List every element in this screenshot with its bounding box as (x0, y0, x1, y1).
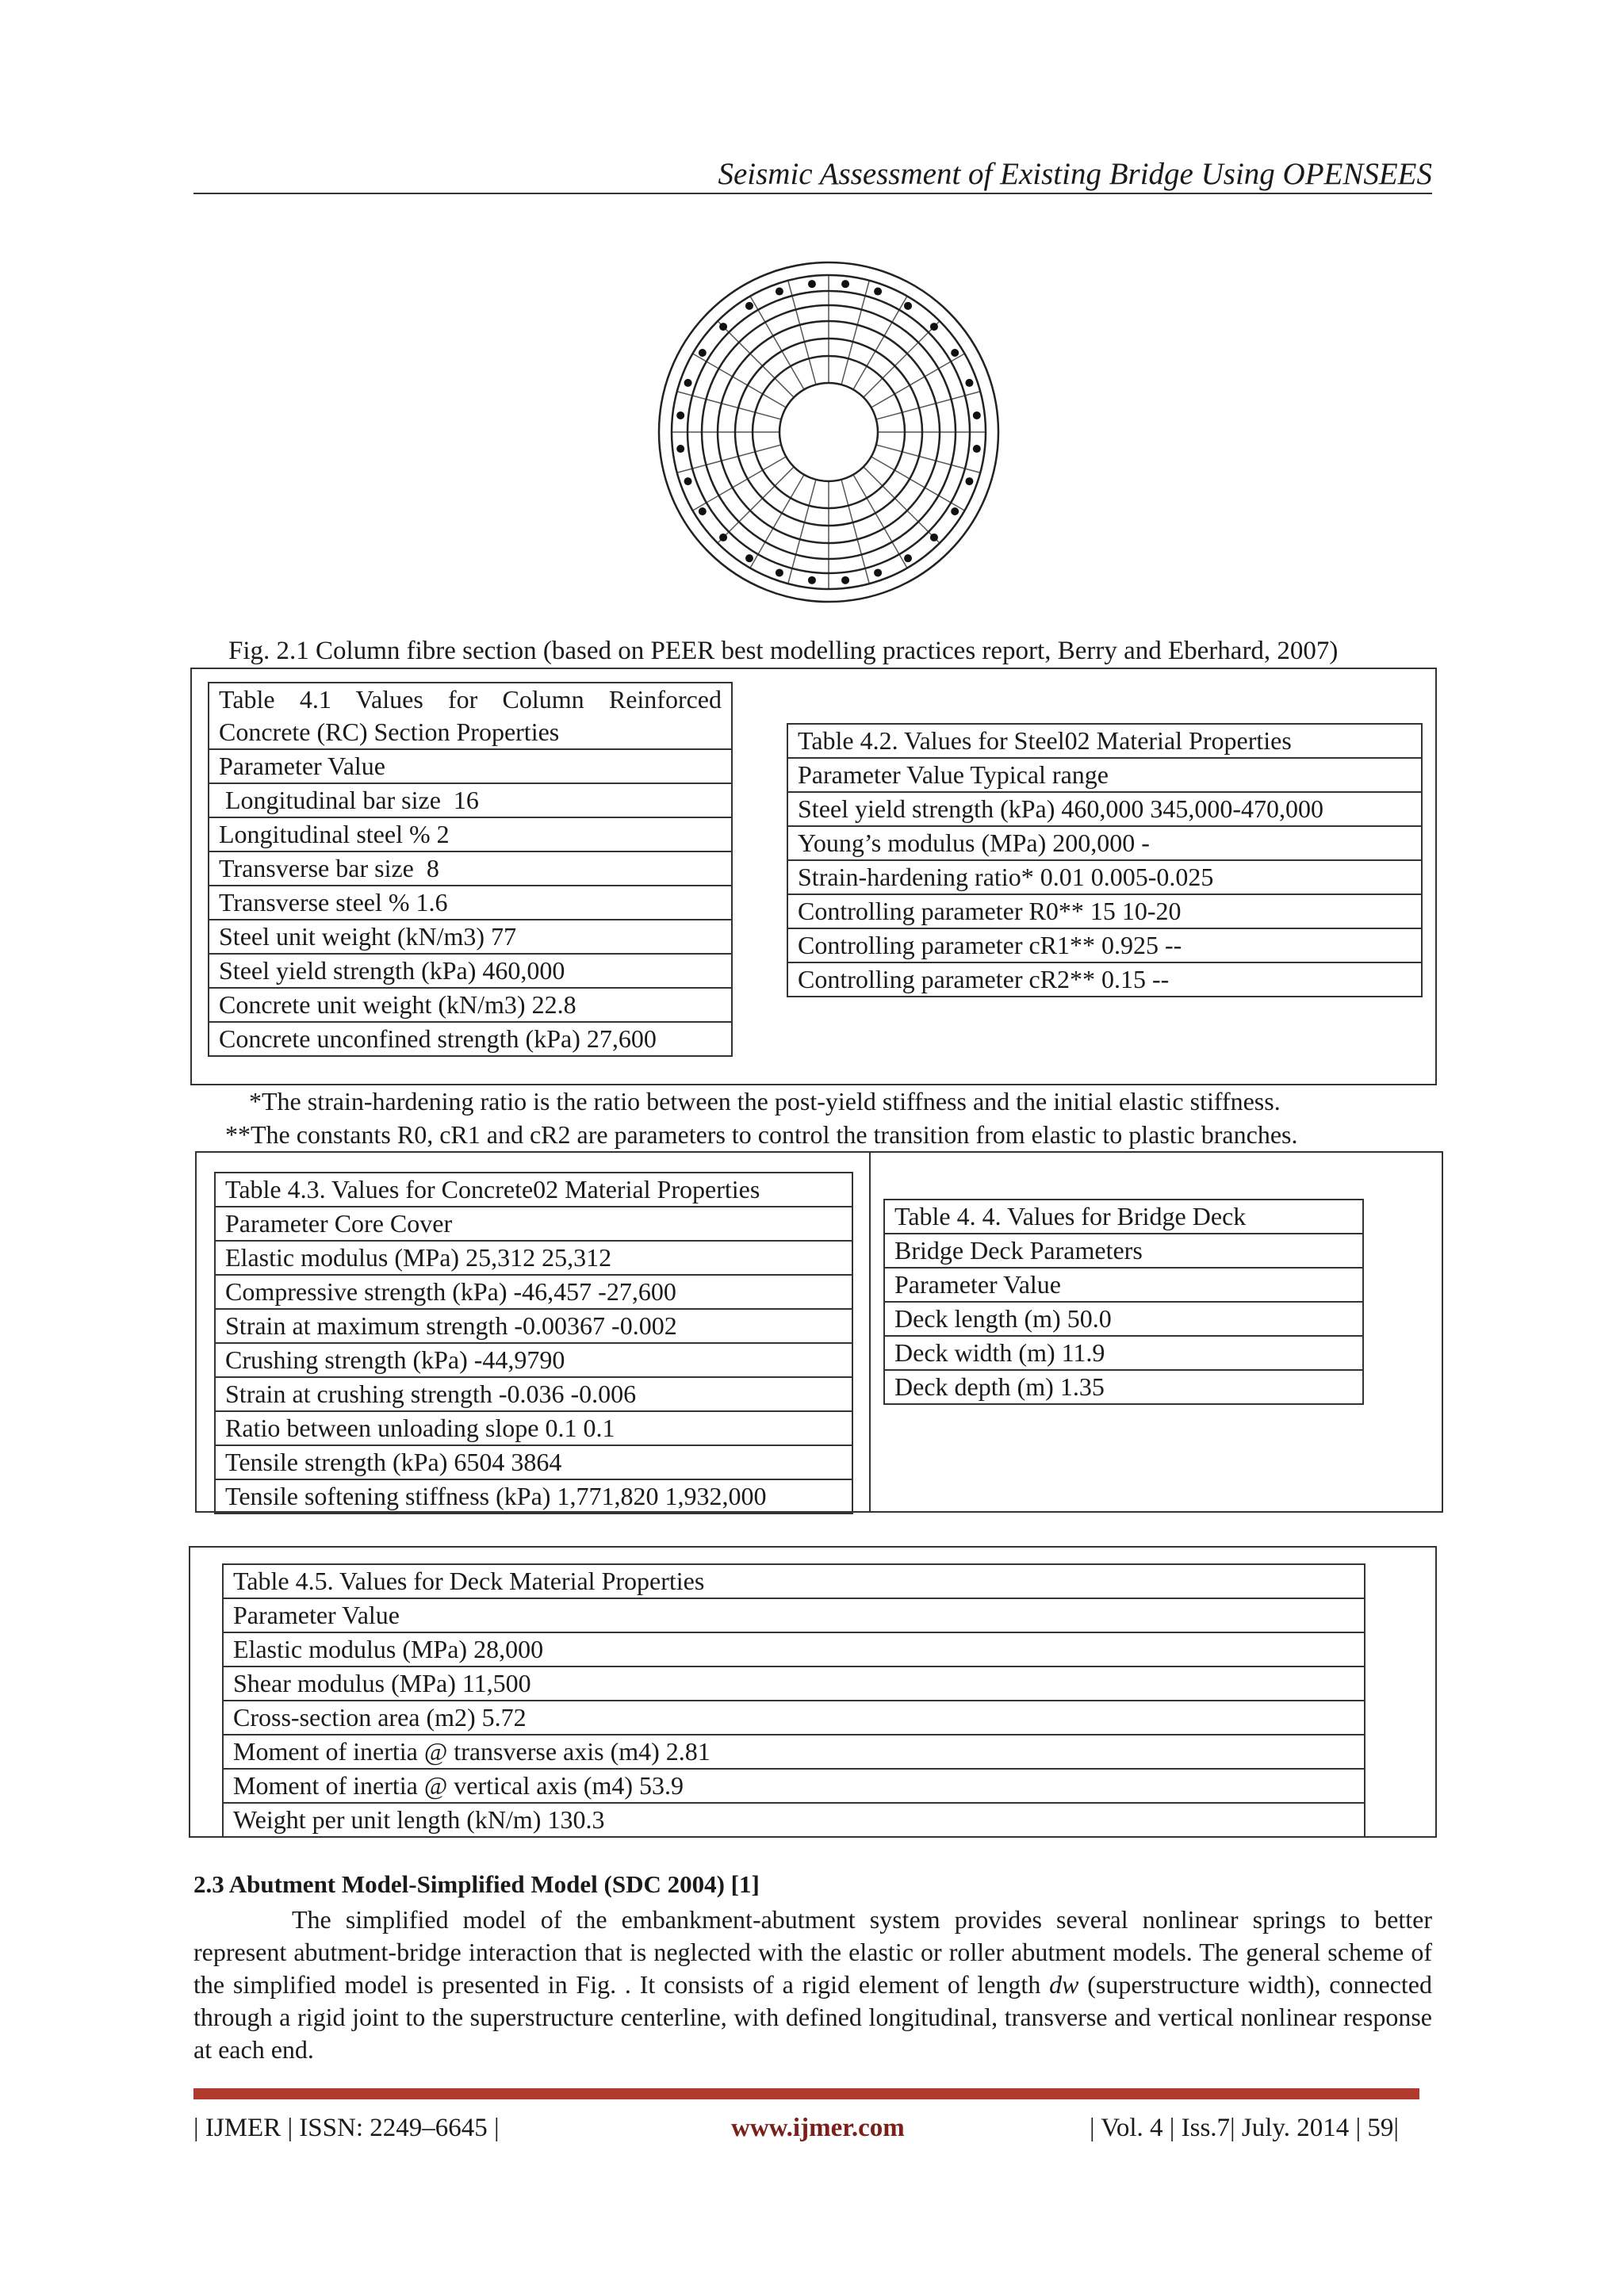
figure-caption: Fig. 2.1 Column fibre section (based on PEER best modelling practices report, Berry and Eberhard, 2007) (228, 637, 1339, 665)
table-row: Parameter Value (884, 1268, 1363, 1302)
table-row: Compressive strength (kPa) -46,457 -27,600 (215, 1275, 852, 1309)
footnote-strain-hardening: *The strain-hardening ratio is the ratio between the post-yield stiffness and the initial elastic stiffness. (249, 1087, 1281, 1115)
table-row: Concrete unit weight (kN/m3) 22.8 (209, 988, 732, 1022)
table-4-1 (208, 682, 733, 1057)
table-row: Weight per unit length (kN/m) 130.3 (223, 1803, 1365, 1837)
table-title-row (223, 1564, 1365, 1598)
rebar-dot (719, 534, 727, 541)
table-row: Parameter Value Typical range (787, 758, 1422, 792)
rebar-dot (684, 379, 692, 387)
footer-rule (193, 2088, 1419, 2099)
table-4-3 (214, 1172, 853, 1514)
table-row: Shear modulus (MPa) 11,500 (223, 1667, 1365, 1701)
table-4-2-title: Table 4.2. Values for Steel02 Material Properties (787, 724, 1422, 758)
section-heading: 2.3 Abutment Model-Simplified Model (SDC 2004) [1] (193, 1870, 760, 1898)
rebar-dot (776, 288, 783, 296)
table-row: Moment of inertia @ transverse axis (m4) 2.81 (223, 1735, 1365, 1769)
table-row: Crushing strength (kPa) -44,9790 (215, 1343, 852, 1377)
table-title-row (884, 1200, 1363, 1234)
rebar-dot (965, 379, 973, 387)
rebar-dot (841, 576, 849, 584)
table-row: Concrete unconfined strength (kPa) 27,600 (209, 1022, 732, 1056)
rebar-dot (676, 411, 684, 419)
rebar-dot (930, 534, 938, 541)
rebar-dot (841, 280, 849, 288)
table-title-row (787, 724, 1422, 758)
rebar-dot (745, 554, 753, 562)
rebar-dot (973, 411, 981, 419)
table-title-row (215, 1173, 852, 1207)
table-row: Tensile strength (kPa) 6504 3864 (215, 1445, 852, 1479)
rebar-dot (699, 349, 707, 357)
header-rule (193, 193, 1432, 194)
rebar-dot (719, 323, 727, 331)
table-row: Deck length (m) 50.0 (884, 1302, 1363, 1336)
table-4-1-title: Table 4.1 Values for Column Reinforced Concrete (RC) Section Properties (219, 685, 722, 746)
table-4-3-title: Table 4.3. Values for Concrete02 Material Properties (215, 1173, 852, 1207)
footnote-constants: **The constants R0, cR1 and cR2 are parameters to control the transition from elastic to plastic branches. (225, 1120, 1298, 1149)
table-row: Cross-section area (m2) 5.72 (223, 1701, 1365, 1735)
table-row: Controlling parameter cR1** 0.925 -- (787, 928, 1422, 962)
rebar-dot (684, 477, 692, 485)
table-row: Elastic modulus (MPa) 25,312 25,312 (215, 1241, 852, 1275)
table-row: Ratio between unloading slope 0.1 0.1 (215, 1411, 852, 1445)
table-row: Steel yield strength (kPa) 460,000 (209, 954, 732, 988)
table-row: Parameter Value (209, 749, 732, 783)
fibre-section-diagram (650, 230, 1007, 634)
table-row: Steel unit weight (kN/m3) 77 (209, 920, 732, 954)
rebar-dot (776, 568, 783, 576)
rebar-dot (973, 445, 981, 453)
table-row: Bridge Deck Parameters (884, 1234, 1363, 1268)
rebar-dot (874, 288, 882, 296)
table-4-2 (787, 723, 1423, 997)
fibre-ring (779, 383, 878, 481)
table-row: Elastic modulus (MPa) 28,000 (223, 1632, 1365, 1667)
rebar-dot (676, 445, 684, 453)
table-4-5-title: Table 4.5. Values for Deck Material Properties (223, 1564, 1365, 1598)
footer-issue-info: | Vol. 4 | Iss.7| July. 2014 | 59| (1090, 2114, 1399, 2142)
rebar-dot (808, 576, 816, 584)
running-header: Seismic Assessment of Existing Bridge Using OPENSEES (718, 157, 1432, 191)
table-row: Strain-hardening ratio* 0.01 0.005-0.025 (787, 860, 1422, 894)
rebar-dot (951, 507, 959, 515)
footer-website-link[interactable]: www.ijmer.com (731, 2114, 905, 2142)
table-row: Tensile softening stiffness (kPa) 1,771,820 1,932,000 (215, 1479, 852, 1513)
table-row: Strain at maximum strength -0.00367 -0.002 (215, 1309, 852, 1343)
table-row: Longitudinal bar size 16 (209, 783, 732, 817)
table-row: Young’s modulus (MPa) 200,000 - (787, 826, 1422, 860)
table-title-row (209, 683, 732, 749)
table-4-5 (222, 1563, 1365, 1838)
table-row: Longitudinal steel % 2 (209, 817, 732, 851)
table-row: Transverse steel % 1.6 (209, 886, 732, 920)
column-fibre-section-figure (650, 230, 1007, 634)
table-4-4 (883, 1199, 1364, 1405)
rebar-dot (874, 568, 882, 576)
footer-journal-info: | IJMER | ISSN: 2249–6645 | (193, 2114, 500, 2142)
rebar-dot (930, 323, 938, 331)
rebar-dot (951, 349, 959, 357)
table-row: Deck width (m) 11.9 (884, 1336, 1363, 1370)
table-row: Deck depth (m) 1.35 (884, 1370, 1363, 1404)
body-paragraph: The simplified model of the embankment-abutment system provides several nonlinear springs to better represent abutment-bridge interaction that is neglected with the elastic or roller abutment models. The general scheme of the simplified model is presented in Fig. . It consists of a rigid element of length dw (superstructure width), connected through a rigid joint to the superstructure centerline, with defined longitudinal, transverse and vertical nonlinear response at each end. (193, 1905, 1433, 2064)
table-row: Steel yield strength (kPa) 460,000 345,000-470,000 (787, 792, 1422, 826)
tables-4-3-4-4-divider (869, 1151, 871, 1513)
rebar-dot (808, 280, 816, 288)
rebar-dot (745, 302, 753, 310)
rebar-dot (904, 302, 912, 310)
table-row: Parameter Value (223, 1598, 1365, 1632)
table-row: Controlling parameter R0** 15 10-20 (787, 894, 1422, 928)
table-4-4-title: Table 4. 4. Values for Bridge Deck (884, 1200, 1363, 1234)
rebar-dot (699, 507, 707, 515)
table-row: Transverse bar size 8 (209, 851, 732, 886)
section-body (193, 1904, 1432, 2066)
table-row: Parameter Core Cover (215, 1207, 852, 1241)
rebar-dot (904, 554, 912, 562)
table-row: Strain at crushing strength -0.036 -0.006 (215, 1377, 852, 1411)
table-row: Controlling parameter cR2** 0.15 -- (787, 962, 1422, 997)
table-row: Moment of inertia @ vertical axis (m4) 53.9 (223, 1769, 1365, 1803)
rebar-dot (965, 477, 973, 485)
